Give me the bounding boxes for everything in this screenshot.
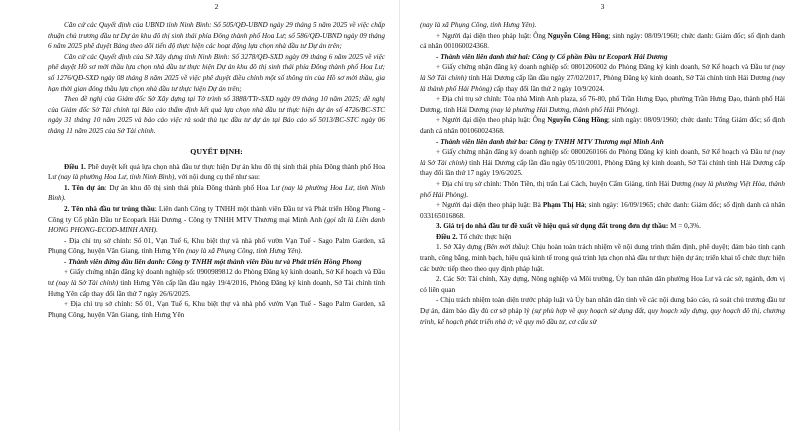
section-1-project-name: 1. Tên dự án: Dự án khu đô thị sinh thái phía Đông thành phố Hoa Lư (nay là phường Hoa Lư, tỉnh Ninh Bình). — [48, 183, 385, 203]
member-1-title: - Thành viên đứng đầu liên danh: Công ty TNHH một thành viên Đầu tư và Phát triển Hồng Phong — [64, 257, 362, 266]
member-2-address: + Địa chỉ trụ sở chính: Tòa nhà Minh Anh plaza, số 76-80, phố Trần Hưng Đạo, phường Trần Hưng Đạo, thành phố Hải Dương, tỉnh Hải Dương (nay là phường Hải Dương, thành phố Hải Phòng). — [420, 95, 785, 114]
consortium-address: - Địa chỉ trụ sở chính: Số 01, Vạn Tuế 6, Khu biệt thự và nhà phố vườn Vạn Tuế - Sago Palm Garden, xã Phụng Công, huyện Văn Giang, tỉnh Hưng Yên (nay là xã Phụng Công, tỉnh Hưng Yên). — [48, 236, 385, 256]
member-3-title: - Thành viên liên danh thứ ba: Công ty TNHH MTV Thương mại Minh Anh — [436, 137, 664, 146]
section-3-land-efficiency: 3. Giá trị do nhà đầu tư đề xuất về hiệu quả sử dụng đất trong đơn dự thầu: M = 0,3%. — [436, 222, 701, 231]
article-1: Điều 1. Phê duyệt kết quả lựa chọn nhà đầu tư thực hiện Dự án khu đô thị sinh thái phía Đông thành phố Hoa Lư (nay là phường Hoa Lư, tỉnh Ninh Bình), với nội dung cụ thể như sau: — [48, 162, 386, 182]
article-2-item-2: 2. Các Sở: Tài chính, Xây dựng, Nông nghiệp và Môi trường, Ủy ban nhân dân phường Hoa Lư và các sở, ngành, đơn vị có liên quan — [420, 275, 785, 294]
article-1-label: Điều 1. — [64, 162, 86, 171]
proposal-basis: Theo đề nghị của Giám đốc Sở Xây dựng tại Tờ trình số 3888/TTr-SXD ngày 09 tháng 10 năm 2025; đề nghị của Giám đốc Sở Tài chính tại Báo cáo thẩm định kết quả lựa chọn nhà đầu tư thực hiện dự án số 4726/BC-STC ngày 31 tháng 10 năm 2025 và báo cáo việc rà soát thủ tục đầu tư dự án tại Báo cáo số 5013/BC-STC ngày 06 tháng 11 năm 2025 của Sở Tài chính. — [48, 95, 385, 135]
member-3-address: + Địa chỉ trụ sở chính: Thôn Tiền, thị trấn Lai Cách, huyện Cẩm Giàng, tỉnh Hải Dương (nay là phường Việt Hòa, thành phố Hải Phòng). — [420, 179, 785, 199]
member-2-title: - Thành viên liên danh thứ hai: Công ty Cổ phần Đầu tư Ecopark Hải Dương — [436, 52, 668, 61]
page-number: 2 — [214, 2, 219, 11]
member-1-registration: + Giấy chứng nhận đăng ký doanh nghiệp số: 0900989812 do Phòng Đăng ký kinh doanh, Sở Kế hoạch và Đầu tư (nay là Sở Tài chính) tỉnh Hưng Yên cấp lần đầu ngày 19/4/2016, Phòng Đăng ký kinh doanh, Sở Tài chính tỉnh Hưng Yên cấp thay đổi lần thứ 7 ngày 26/6/2025. — [48, 268, 385, 298]
member-3-registration: + Giấy chứng nhận đăng ký doanh nghiệp số: 0800260166 do Phòng Đăng ký kinh doanh, Sở Kế hoạch và Đầu tư (nay là Sở Tài chính) tỉnh Hải Dương cấp lần đầu ngày 05/10/2001, Phòng Đăng ký kinh doanh, Sở Tài chính tỉnh Hải Dương cấp thay đổi lần thứ 17 ngày 19/6/2025. — [420, 148, 785, 178]
legal-basis-1: Căn cứ các Quyết định của UBND tỉnh Ninh Bình: Số 505/QĐ-UBND ngày 29 tháng 5 năm 2025 về việc chấp thuận chủ trương đầu tư Dự án khu đô thị sinh thái phía Đông thành phố Hoa Lư; số 586/QĐ-UBND ngày 09 tháng 6 năm 2025 phê duyệt Bảng theo dõi tiến độ thực hiện các hoạt động lựa chọn nhà đầu tư Dự án trên; — [48, 21, 385, 51]
member-1-address: + Địa chỉ trụ sở chính: Số 01, Vạn Tuế 6, Khu biệt thự và nhà phố vườn Vạn Tuế - Sago Palm Garden, xã Phụng Công, huyện Văn Giang, tỉnh Hưng Yên — [48, 300, 385, 319]
section-2-winning-investor: 2. Tên nhà đầu tư trúng thầu: Liên danh Công ty TNHH một thành viên Đầu tư và Phát triển Hồng Phong - Công ty Cổ phần Đầu tư Ecopark Hải Dương - Công ty TNHH MTV Thương mại Minh Anh (gọi tắt là Liên danh HONG PHONG-ECOD-MINH ANH). — [48, 204, 385, 235]
member-1-address-cont: (nay là xã Phụng Công, tỉnh Hưng Yên). — [420, 21, 537, 29]
page-right — [400, 0, 800, 431]
legal-basis-2: Căn cứ các Quyết định của Sở Xây dựng tỉnh Ninh Bình: Số 3278/QĐ-SXD ngày 09 tháng 6 năm 2025 về việc phê duyệt Hồ sơ mời thầu lựa chọn nhà đầu tư thực hiện Dự án khu đô thị sinh thái phía Đông thành phố Hoa Lư; số 1276/QĐ-SXD ngày 08 tháng 8 năm 2025 về việc phê duyệt điều chỉnh một số thông tin của Hồ sơ mời thầu, gia hạn thời gian đóng thầu lựa chọn nhà đầu tư thực hiện Dự án trên; — [48, 52, 385, 93]
page-number: 3 — [600, 2, 605, 11]
member-2-registration: + Giấy chứng nhận đăng ký doanh nghiệp số: 0801206002 do Phòng Đăng ký kinh doanh, Sở Kế hoạch và Đầu tư (nay là Sở Tài chính) tỉnh Hải Dương cấp lần đầu ngày 27/02/2017, Phòng Đăng ký kinh doanh, Sở Tài chính tỉnh Hải Dương (nay là thành phố Hải Phòng) cấp thay đổi lần thứ 2 ngày 10/9/2024. — [420, 63, 785, 93]
member-1-representative: + Người đại diện theo pháp luật: Ông Nguyễn Công Hồng; sinh ngày: 08/09/1960; chức danh: Giám đốc; số định danh cá nhân 001060024368. — [420, 31, 786, 51]
article-2-item-3: - Chịu trách nhiệm toàn diện trước pháp luật và Ủy ban nhân dân tỉnh về các nội dung báo cáo, rà soát chủ trương đầu tư Dự án, đảm bảo đầy đủ cơ sở pháp lý (sự phù hợp về quy hoạch sử dụng đất, quy hoạch xây dựng, quy hoạch đô thị, chương trình, kế hoạch phát triển nhà ở; về quy mô đầu tư, cơ cấu sử — [420, 296, 785, 326]
member-3-representative: + Người đại diện theo pháp luật: Bà Phạm Thị Hà; sinh ngày: 16/09/1965; chức danh: Giám đốc; số định danh cá nhân 033165016868. — [420, 201, 786, 220]
article-2-item-1: 1. Sở Xây dựng (Bên mời thầu): Chịu hoàn toàn trách nhiệm về nội dung trình thẩm định, phê duyệt; đảm bảo tính cạnh tranh, công bằng, minh bạch, hiệu quả kinh tế trong quá trình lựa chọn nhà đầu tư thực hiện dự án; triển khai tổ chức thực hiện các bước tiếp theo theo quy định pháp luật. — [420, 243, 785, 273]
article-2: Điều 2. Tổ chức thực hiện — [436, 232, 512, 241]
member-2-representative: + Người đại diện theo pháp luật: Ông Nguyễn Công Hồng; sinh ngày: 08/09/1960; chức danh: Tổng Giám đốc; số định danh cá nhân 001060024368. — [420, 116, 785, 135]
decision-heading: QUYẾT ĐỊNH: — [190, 146, 243, 156]
